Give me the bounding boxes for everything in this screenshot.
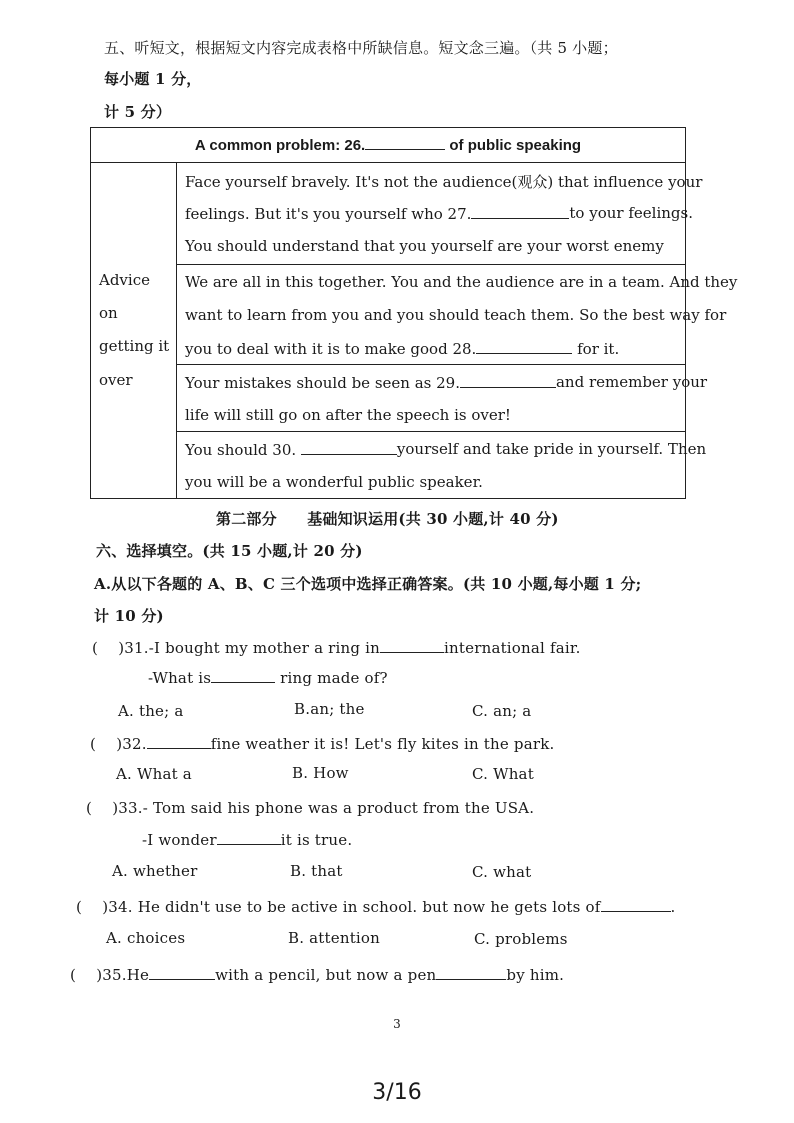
advice-label-line: getting it	[99, 337, 170, 355]
row1-line2	[185, 204, 693, 223]
advice-label-line: on	[99, 304, 118, 322]
section6-title: 六、选择填空。(共 15 小题,计 20 分)	[96, 542, 363, 560]
row1-line2-post: to your feelings.	[569, 204, 693, 222]
q31-option-c[interactable]: C. an; a	[472, 702, 532, 720]
q33-stem2-post: it is true.	[280, 831, 353, 849]
row1-line3: You should understand that you yourself are your worst enemy	[185, 237, 664, 255]
question-33-line2	[142, 830, 352, 849]
row4-line1-post: yourself and take pride in yourself. Then	[396, 440, 707, 458]
question-34	[76, 896, 675, 917]
viewer-page-indicator: 3/16	[372, 1080, 422, 1105]
q32-option-c[interactable]: C. What	[472, 765, 534, 783]
header-text-post: of public speaking	[449, 137, 582, 154]
advice-row-3	[177, 365, 708, 432]
q31-stem2-pre: -What is	[148, 669, 212, 687]
answer-paren-31[interactable]: ( )	[92, 639, 125, 657]
advice-row-2	[177, 265, 738, 365]
row3-line2: life will still go on after the speech is over!	[185, 406, 511, 424]
advice-label-line: Advice	[99, 271, 150, 289]
q34-stem-pre: 34. He didn't use to be active in school. but now he gets lots of	[108, 898, 601, 916]
row2-line3-pre: you to deal with it is to make good 28.	[185, 340, 477, 358]
q32-stem-pre: 32.	[122, 735, 147, 753]
blank-28[interactable]	[476, 339, 572, 354]
q33-stem: 33.- Tom said his phone was a product from the USA.	[118, 799, 535, 817]
question-31-line2	[148, 668, 388, 687]
blank-30[interactable]	[301, 440, 397, 455]
q31-stem-pre: 31.-I bought my mother a ring in	[124, 639, 381, 657]
q35-stem-post: by him.	[506, 966, 565, 984]
q33-option-b[interactable]: B. that	[290, 862, 343, 880]
row2-line1: We are all in this together. You and the audience are in a team. And they	[185, 273, 738, 291]
q34-option-b[interactable]: B. attention	[288, 929, 381, 947]
q34-stem-post: .	[670, 898, 676, 916]
q31-option-a[interactable]: A. the; a	[118, 702, 184, 720]
blank-q31-a	[380, 638, 444, 653]
listening-table	[90, 127, 738, 499]
q35-stem-mid: with a pencil, but now a pen	[215, 966, 437, 984]
row3-line1-post: and remember your	[555, 373, 708, 391]
blank-26[interactable]	[365, 135, 445, 150]
blank-q34	[601, 897, 671, 912]
row4-line1-pre: You should 30.	[185, 441, 297, 459]
row2-line3	[185, 339, 619, 358]
row1-line1: Face yourself bravely. It's not the audience(观众) that influence your	[185, 173, 703, 191]
header-text-pre: A common problem: 26.	[194, 137, 366, 154]
part2-title: 第二部分 基础知识运用(共 30 小题,计 40 分)	[216, 510, 559, 528]
row2-line3-post: for it.	[577, 340, 620, 358]
question-35	[70, 964, 564, 985]
row4-line2: you will be a wonderful public speaker.	[185, 473, 483, 491]
row2-line2: want to learn from you and you should teach them. So the best way for	[185, 306, 727, 324]
row3-line1-pre: Your mistakes should be seen as 29.	[185, 374, 460, 392]
section6-subA-line2: 计 10 分)	[94, 607, 164, 625]
blank-27[interactable]	[471, 204, 569, 219]
section5-title-line3: 计 5 分）	[104, 103, 172, 121]
q31-option-b[interactable]: B.an; the	[294, 700, 365, 718]
advice-label-cell	[91, 163, 177, 498]
table-header	[91, 128, 685, 163]
blank-q35-a	[149, 965, 215, 980]
q32-stem-post: fine weather it is! Let's fly kites in the park.	[210, 735, 555, 753]
q35-stem-pre: 35.He	[102, 966, 150, 984]
answer-paren-32[interactable]: ( )	[90, 735, 123, 753]
q34-option-a[interactable]: A. choices	[106, 929, 186, 947]
section5-title-line2: 每小题 1 分，	[104, 70, 202, 88]
section6-subA-line1: A.从以下各题的 A、B、C 三个选项中选择正确答案。(共 10 小题,每小题 1 分;	[94, 575, 642, 593]
advice-label-line: over	[99, 371, 133, 389]
answer-paren-33[interactable]: ( )	[86, 799, 119, 817]
advice-row-4	[177, 432, 707, 498]
q32-option-b[interactable]: B. How	[292, 764, 349, 782]
blank-q33	[217, 830, 281, 845]
answer-paren-35[interactable]: ( )	[70, 966, 103, 984]
question-33	[86, 797, 534, 818]
row1-line2-pre: feelings. But it's you yourself who 27.	[185, 205, 472, 223]
printed-page-number: 3	[393, 1017, 401, 1031]
advice-row-1	[177, 163, 703, 265]
row4-line1	[185, 440, 707, 459]
q31-stem-post: international fair.	[444, 639, 581, 657]
q33-option-c[interactable]: C. what	[472, 863, 532, 881]
blank-29[interactable]	[460, 373, 556, 388]
q32-option-a[interactable]: A. What a	[116, 765, 192, 783]
answer-paren-34[interactable]: ( )	[76, 898, 109, 916]
blank-q35-b	[436, 965, 506, 980]
blank-q32	[147, 734, 211, 749]
blank-q31-b	[211, 668, 275, 683]
q33-stem2-pre: -I wonder	[142, 831, 217, 849]
q34-option-c[interactable]: C. problems	[474, 930, 568, 948]
q33-option-a[interactable]: A. whether	[112, 862, 198, 880]
row3-line1	[185, 373, 708, 392]
question-31	[92, 637, 581, 658]
q31-stem2-post: ring made of?	[280, 669, 388, 687]
section5-title-line1: 五、听短文，根据短文内容完成表格中所缺信息。短文念三遍。（共 5 小题；	[104, 39, 618, 57]
question-32	[90, 733, 555, 754]
